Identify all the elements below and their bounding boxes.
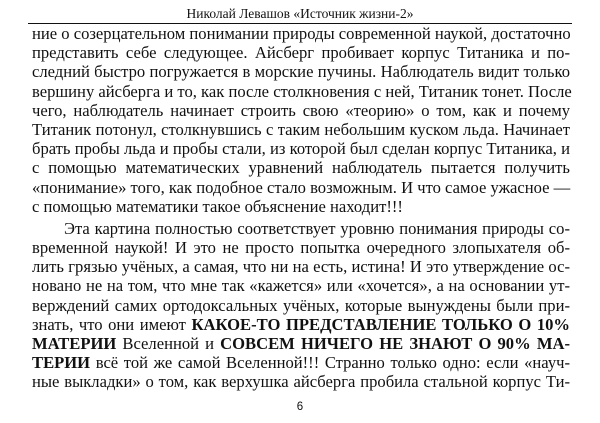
bold-emphasis: КАКОЕ-ТО ПРЕДСТАВЛЕНИЕ ТОЛЬКО О 10% xyxy=(191,314,571,334)
text-run: Вселенной и xyxy=(116,334,221,353)
text-run: знать, что они имеют xyxy=(32,314,192,334)
text-line: Титаник потонул, столкнувшись с таким небольшим куском льда. Начинает xyxy=(32,119,570,139)
text-run: всё той же самой Вселенной!!! Странно только одно: если «науч- xyxy=(90,353,570,373)
text-line: Эта картина полностью соответствует уровню понимания природы со- xyxy=(64,218,570,238)
text-line xyxy=(32,315,570,334)
text-line: ние о созерцательном понимании природы современной наукой, достаточно xyxy=(32,24,571,43)
paragraph-2 xyxy=(32,219,570,392)
page-number: 6 xyxy=(296,401,304,413)
text-line: с помощью математики такое объяснение находит!!! xyxy=(32,196,403,216)
text-line: «понимание» того, как подобное стало возможным. И что самое ужасное — xyxy=(32,177,571,197)
bold-emphasis: МАТЕРИИ xyxy=(32,334,117,353)
text-line: с помощью математических уравнений наблюдатель пытается получить xyxy=(32,158,570,178)
text-line: вершину айсберга и то, как после столкновения с ней, Титаник тонет. После xyxy=(32,81,572,101)
body-text xyxy=(32,24,570,392)
text-line: ные выкладки» о том, как верхушка айсберга пробила стальной корпус Ти- xyxy=(32,372,570,392)
bold-emphasis: ТЕРИИ xyxy=(32,353,91,373)
text-line: новано не на том, что мне так «кажется» или «хочется», а на основании ут- xyxy=(32,276,570,296)
bold-emphasis: СОВСЕМ НИЧЕГО НЕ ЗНАЮТ О 90% МА- xyxy=(220,334,570,353)
text-line: чего, наблюдатель начинает строить свою «теорию» о том, как и почему xyxy=(32,100,570,120)
text-line: временной наукой! И это не просто попытка очередного злопыхателя об- xyxy=(32,238,570,258)
text-line: следний быстро погружается в морские пучины. Наблюдатель видит только xyxy=(32,62,570,82)
text-line xyxy=(32,334,570,353)
paragraph-1 xyxy=(32,24,570,216)
text-line: представить себе следующее. Айсберг пробивает корпус Титаника и по- xyxy=(32,43,570,63)
text-line: верждений самих ортодоксальных учёных, которые вынуждены были при- xyxy=(32,295,570,315)
text-line xyxy=(32,353,570,372)
running-header: Николай Левашов «Источник жизни-2» xyxy=(186,6,414,21)
text-line: лить грязью учёных, а самая, что ни на есть, истина! И это утверждение ос- xyxy=(32,257,570,277)
text-line: брать пробы льда и пробы стали, из которой был сделан корпус Титаника, и xyxy=(32,139,570,159)
